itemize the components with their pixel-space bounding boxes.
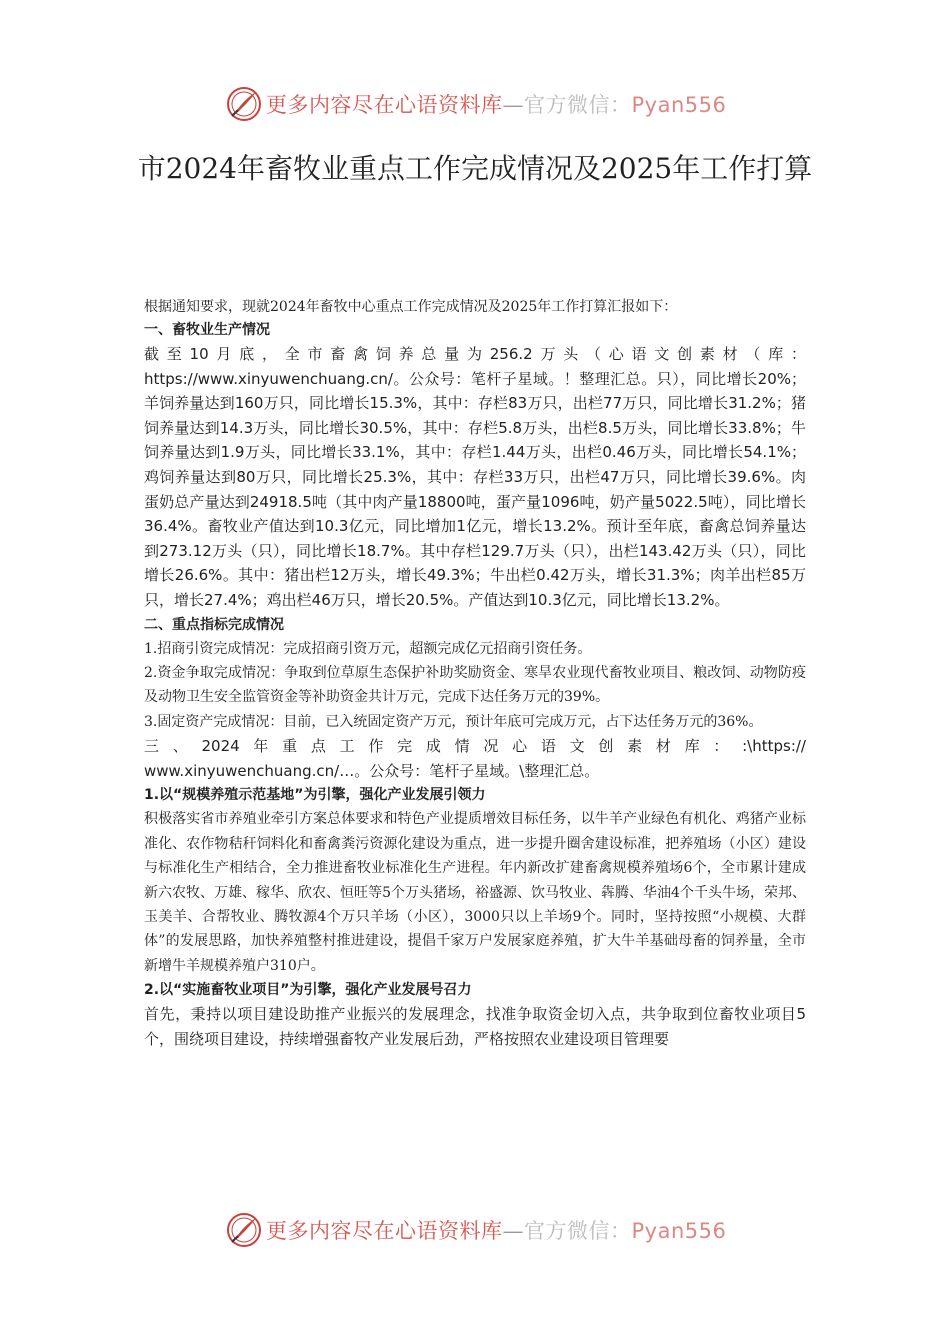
watermark-text xyxy=(266,89,726,119)
quill-logo-icon xyxy=(226,1212,262,1248)
watermark-official: 官方微信： xyxy=(524,93,632,117)
section-heading-production: 一、畜牧业生产情况 xyxy=(144,322,270,338)
watermark-brand: 更多内容尽在心语资料库 xyxy=(266,93,503,117)
intro-paragraph: 根据通知要求，现就2024年畜牧中心重点工作完成情况及2025年工作打算汇报如下： xyxy=(144,299,678,315)
watermark-footer xyxy=(226,1210,746,1250)
watermark-brand: 更多内容尽在心语资料库 xyxy=(266,1219,503,1243)
document-body xyxy=(144,296,806,1051)
watermark-wechat-id: Pyan556 xyxy=(631,1219,727,1243)
production-paragraph: 截至10月底，全市畜禽饲养总量为256.2万头（心语文创素材（库：https://www.xinyuwenchuang.cn/。公众号：笔杆子星域。！整理汇总。只），同比增长20%；羊饲养量达到160万只，同比增长15.3%，其中：存栏83万只，出栏77万只，同比增长31.2%；猪饲养量达到14.3万头，同比增长30.5%，其中：存栏5.8万头，出栏8.5万头，同比增长33.8%；牛饲养量达到1.9万头，同比增长33.1%，其中：存栏1.44万头，出栏0.46万头，同比增长54.1%；鸡饲养量达到80万只，同比增长25.3%，其中：存栏33万只，出栏47万只，同比增长39.6%。肉蛋奶总产量达到24918.5吨（其中肉产量18800吨，蛋产量1096吨，奶产量5022.5吨），同比增长36.4%。畜牧业产值达到10.3亿元，同比增加1亿元，增长13.2%。预计至年底，畜禽总饲养量达到273.12万头（只），同比增长18.7%。其中存栏129.7万头（只），出栏143.42万头（只），同比增长26.6%。其中：猪出栏12万头，增长49.3%；牛出栏0.42万头，增长31.3%；肉羊出栏85万只，增长27.4%；鸡出栏46万只，增长20.5%。产值达到10.3亿元，同比增长13.2%。 xyxy=(144,345,806,609)
subsection-heading-projects: 2.以“实施畜牧业项目”为引擎，强化产业发展号召力 xyxy=(144,982,472,999)
scale-farming-paragraph: 积极落实省市养殖业牵引方案总体要求和特色产业提质增效目标任务，以牛羊产业绿色有机化、鸡猪产业标准化、农作物秸秆饲料化和畜禽粪污资源化建设为重点，进一步提升圈舍建设标准，把养殖场（小区）建设与标准化生产相结合，全力推进畜牧业标准化生产进程。年内新改扩建畜禽规模养殖场6个，全市累计建成新六农牧、万雄、稼华、欣农、恒旺等5个万头猪场，裕盛源、饮马牧业、犇腾、华油4个千头牛场，荣邦、玉美羊、合帮牧业、腾牧源4个万只羊场（小区），3000只以上羊场9个。同时，坚持按照“小规模、大群体”的发展思路，加快养殖整村推进建设，提倡千家万户发展家庭养殖，扩大牛羊基础母畜的饲养量，全市新增牛羊规模养殖户310户。 xyxy=(144,811,806,974)
document-title: 市2024年畜牧业重点工作完成情况及2025年工作打算 xyxy=(137,152,813,185)
watermark-separator: — xyxy=(502,93,524,117)
indicator-item: 2.资金争取完成情况：争取到位草原生态保护补助奖励资金、寒旱农业现代畜牧业项目、粮改饲、动物防疫及动物卫生安全监管资金等补助资金共计万元，完成下达任务万元的39%。 xyxy=(144,664,806,706)
projects-paragraph: 首先，秉持以项目建设助推产业振兴的发展理念，找准争取资金切入点，共争取到位畜牧业项目5个，围绕项目建设，持续增强畜牧产业发展后劲，严格按照农业建设项目管理要 xyxy=(144,1005,806,1048)
section-heading-work-line2: www.xinyuwenchuang.cn/…。公众号：笔杆子星域。\整理汇总。 xyxy=(144,761,600,780)
section-heading-work-line1: 三、2024年重点工作完成情况心语文创素材库：:\https:// xyxy=(144,737,806,756)
quill-logo-icon xyxy=(226,86,262,122)
watermark-header xyxy=(226,84,746,124)
subsection-heading-scale-farming: 1.以“规模养殖示范基地”为引擎，强化产业发展引领力 xyxy=(144,787,486,804)
watermark-text xyxy=(266,1215,726,1245)
indicator-item: 1.招商引资完成情况：完成招商引资万元，超额完成亿元招商引资任务。 xyxy=(144,640,592,657)
indicator-item: 3.固定资产完成情况：目前，已入统固定资产万元，预计年底可完成万元，占下达任务万元的36%。 xyxy=(144,713,763,730)
watermark-wechat-id: Pyan556 xyxy=(631,93,727,117)
section-heading-indicators: 二、重点指标完成情况 xyxy=(144,616,284,633)
watermark-separator: — xyxy=(502,1219,524,1243)
watermark-official: 官方微信： xyxy=(524,1219,632,1243)
